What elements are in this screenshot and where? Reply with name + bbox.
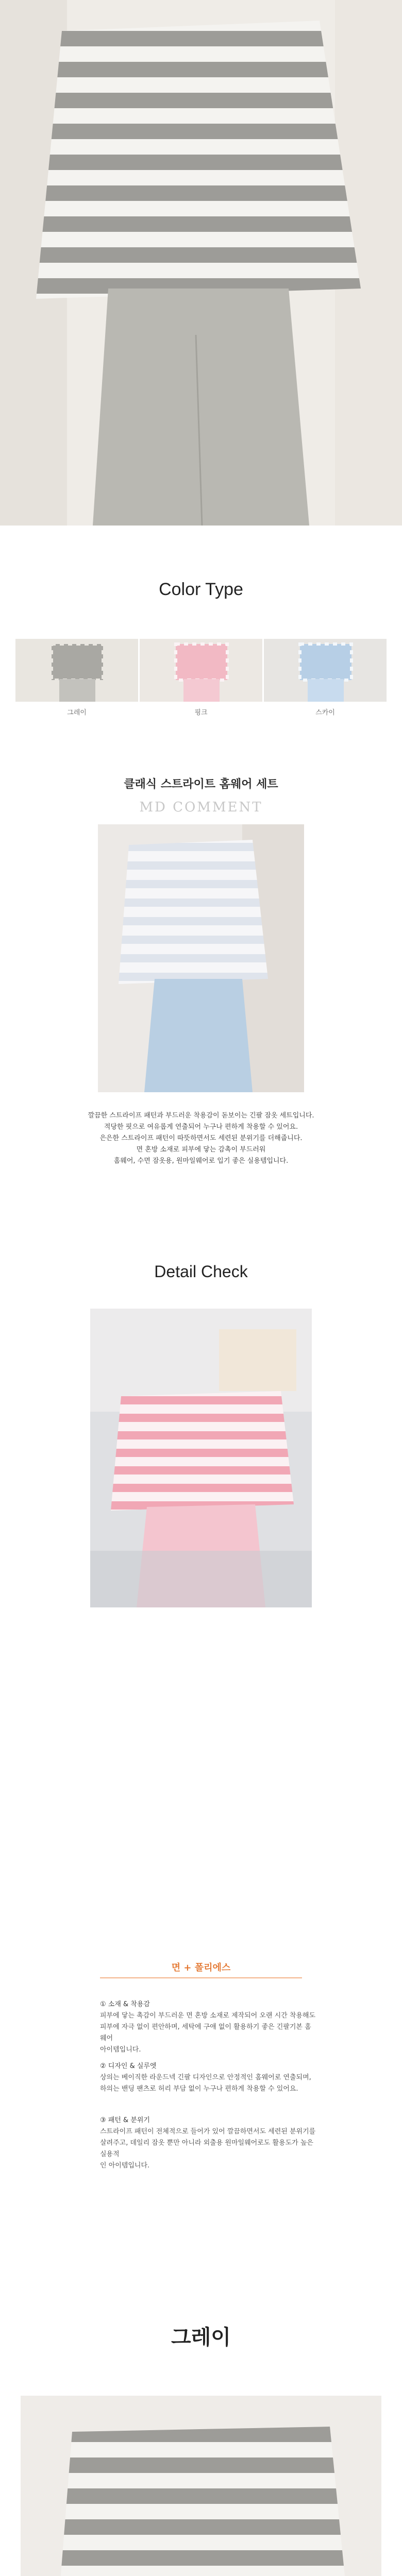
swatch-sky-photo: [264, 639, 387, 702]
detail-photo-pink-set: [90, 1309, 312, 1607]
md-photo-sky-set: [98, 824, 304, 1092]
md-line: 적당한 핏으로 여유롭게 연출되어 누구나 편하게 착용할 수 있어요.: [104, 1123, 298, 1131]
feature-line: 피부에 닿는 촉감이 부드러운 면 혼방 소재로 제작되어 오랜 시간 착용해도: [100, 2012, 316, 2020]
hero-photo-gray-set: [0, 0, 402, 526]
feature-line: 하의는 밴딩 팬츠로 허리 부담 없이 누구나 편하게 착용할 수 있어요.: [100, 2085, 298, 2093]
md-description: [46, 1110, 356, 1167]
swatch-label-sky: 스카이: [315, 709, 335, 717]
swatch-label-pink: 핑크: [194, 709, 208, 717]
fabric-feature-design: [100, 2061, 316, 2095]
md-comment-heading: MD COMMENT: [139, 800, 263, 815]
feature-line: 살려주고, 데일리 잠옷 뿐만 아니라 외출용 원마일웨어로도 활용도가 높은 실용적: [100, 2139, 313, 2158]
feature-line: 스트라이프 패턴이 전체적으로 들어가 있어 깔끔하면서도 세련된 분위기를: [100, 2128, 316, 2136]
fabric-divider: [100, 1977, 302, 1978]
md-subtitle: 클래식 스트라이트 홈웨어 세트: [124, 778, 278, 791]
gray-color-title: 그레이: [171, 2326, 231, 2349]
fabric-title: 면 + 폴리에스: [171, 1962, 231, 1973]
gray-photo-1: [21, 2396, 381, 2576]
detail-check-title: Detail Check: [154, 1262, 248, 1281]
feature-heading: ③ 패턴 & 분위기: [100, 2116, 150, 2124]
swatch-gray-photo: [15, 639, 138, 702]
feature-heading: ② 디자인 & 실루엣: [100, 2062, 157, 2070]
md-line: 은은한 스트라이프 패턴이 따뜻하면서도 세련된 분위기를 더해줍니다.: [99, 1134, 303, 1142]
feature-line: 아이템입니다.: [100, 2046, 141, 2054]
md-line: 깔끔한 스트라이프 패턴과 부드러운 착용감이 돋보이는 긴팔 잠옷 세트입니다.: [88, 1112, 314, 1120]
feature-line: 피부에 자극 없이 편안하며, 세탁에 구애 없이 활용하기 좋은 긴팔기본 홈웨어: [100, 2023, 311, 2042]
md-line: 홈웨어, 수면 잠옷용, 원마일웨어로 입기 좋은 실용템입니다.: [113, 1157, 289, 1165]
feature-line: 인 아이템입니다.: [100, 2162, 150, 2170]
swatch-label-gray: 그레이: [67, 709, 87, 717]
fabric-feature-pattern: [100, 2115, 316, 2172]
feature-heading: ① 소재 & 착용감: [100, 2001, 150, 2008]
feature-line: 상의는 베이직한 라운드넥 긴팔 디자인으로 안정적인 홈웨어로 연출되며,: [100, 2074, 311, 2081]
fabric-feature-material: [100, 1999, 316, 2056]
color-type-title: Color Type: [159, 580, 243, 599]
md-line: 면 혼방 소재로 피부에 닿는 감촉이 부드러워: [136, 1146, 266, 1154]
swatch-pink-photo: [140, 639, 262, 702]
